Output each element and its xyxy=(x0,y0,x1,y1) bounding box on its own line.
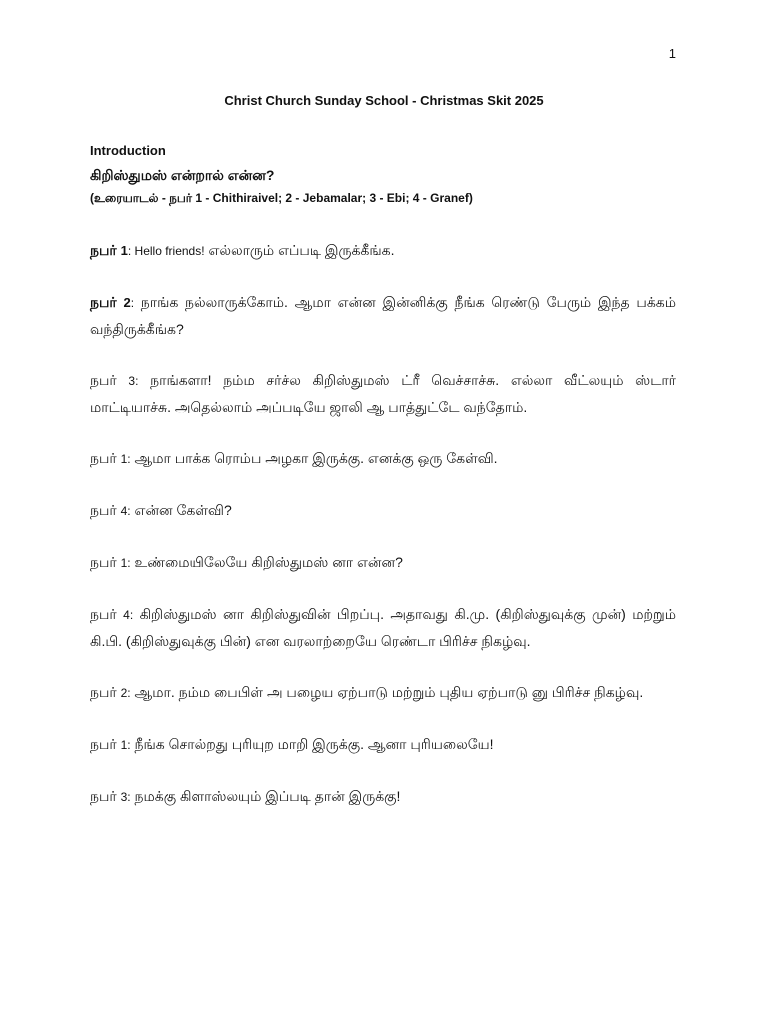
dialogue-line xyxy=(90,731,676,758)
dialogue xyxy=(90,237,676,810)
speaker-label: நபர் xyxy=(90,554,117,570)
dialogue-line xyxy=(90,237,676,264)
section-subtitle: கிறிஸ்துமஸ் என்றால் என்ன? xyxy=(90,167,275,183)
dialogue-text: எல்லாரும் எப்படி இருக்கீங்க. xyxy=(204,242,395,258)
speaker-number: 2 xyxy=(123,295,131,310)
dialogue-text: நாங்களா! நம்ம சர்ச்ல கிறிஸ்துமஸ் ட்ரீ வெச்சாச்சு. எல்லா வீட்லயும் ஸ்டார் மாட்டியாச்சு. அதெல்லாம் அப்படியே ஜாலி ஆ பாத்துட்டே வந்தோம். xyxy=(90,372,676,415)
speaker-separator: : xyxy=(129,608,134,622)
section-heading: Introduction xyxy=(90,143,166,158)
speaker-number: 3 xyxy=(120,790,128,804)
speaker-number: 3 xyxy=(128,374,136,388)
speaker-separator: : xyxy=(127,452,131,466)
speaker-number: 4 xyxy=(123,608,130,622)
dialogue-line xyxy=(90,601,676,654)
dialogue-line xyxy=(90,367,676,420)
dialogue-line xyxy=(90,445,676,472)
speaker-label: நபர் xyxy=(90,502,117,518)
speaker-number: 1 xyxy=(120,243,128,258)
dialogue-text: நமக்கு கிளாஸ்லயும் இப்படி தான் இருக்கு! xyxy=(130,788,401,804)
dialogue-text: ஆமா பாக்க ரொம்ப அழகா இருக்கு. எனக்கு ஒரு கேள்வி. xyxy=(130,450,498,466)
speaker-label: நபர் xyxy=(90,450,117,466)
speaker-separator: : xyxy=(127,556,131,570)
speaker-separator: : xyxy=(130,296,135,310)
dialogue-text: நீங்க சொல்றது புரியுற மாறி இருக்கு. ஆனா புரியலையே! xyxy=(130,736,494,752)
speaker-separator: : xyxy=(135,374,139,388)
speaker-label: நபர் xyxy=(90,788,117,804)
dialogue-line xyxy=(90,679,676,706)
cast-list: (உரையாடல் - நபர் 1 - Chithiraivel; 2 - Jebamalar; 3 - Ebi; 4 - Granef) xyxy=(90,191,473,205)
dialogue-line xyxy=(90,289,676,342)
speaker-separator: : xyxy=(127,504,131,518)
page-number: 1 xyxy=(668,46,676,61)
document-body xyxy=(90,143,676,810)
speaker-label: நபர் xyxy=(90,294,117,310)
speaker-label: நபர் xyxy=(90,736,117,752)
dialogue-text-english: Hello friends! xyxy=(131,244,205,258)
dialogue-text: நாங்க நல்லாருக்கோம். ஆமா என்ன இன்னிக்கு நீங்க ரெண்டு பேரும் இந்த பக்கம் வந்திருக்கீங்க? xyxy=(90,294,676,337)
dialogue-line xyxy=(90,783,676,810)
speaker-number: 1 xyxy=(120,556,128,570)
speaker-separator: : xyxy=(127,738,131,752)
speaker-number: 1 xyxy=(120,738,128,752)
speaker-label: நபர் xyxy=(90,684,117,700)
speaker-separator: : xyxy=(127,686,131,700)
speaker-label: நபர் xyxy=(90,242,117,258)
speaker-separator: : xyxy=(127,790,131,804)
speaker-number: 1 xyxy=(120,452,128,466)
speaker-label: நபர் xyxy=(90,372,117,388)
speaker-number: 4 xyxy=(120,504,128,518)
dialogue-text: என்ன கேள்வி? xyxy=(130,502,232,518)
dialogue-text: ஆமா. நம்ம பைபிள் அ பழைய ஏற்பாடு மற்றும் புதிய ஏற்பாடு னு பிரிச்ச நிகழ்வு. xyxy=(130,684,644,700)
speaker-separator: : xyxy=(127,244,132,258)
speaker-number: 2 xyxy=(120,686,128,700)
dialogue-text: கிறிஸ்துமஸ் னா கிறிஸ்துவின் பிறப்பு. அதாவது கி.மு. (கிறிஸ்துவுக்கு முன்) மற்றும் கி.பி. (கிறிஸ்துவுக்கு பின்) என வரலாற்றையே ரெண்டா பிரிச்ச நிகழ்வு. xyxy=(90,606,676,649)
speaker-label: நபர் xyxy=(90,606,117,622)
dialogue-line xyxy=(90,549,676,576)
dialogue-text: உண்மையிலேயே கிறிஸ்துமஸ் னா என்ன? xyxy=(130,554,403,570)
dialogue-line xyxy=(90,497,676,524)
document-title: Christ Church Sunday School - Christmas Skit 2025 xyxy=(224,93,544,108)
